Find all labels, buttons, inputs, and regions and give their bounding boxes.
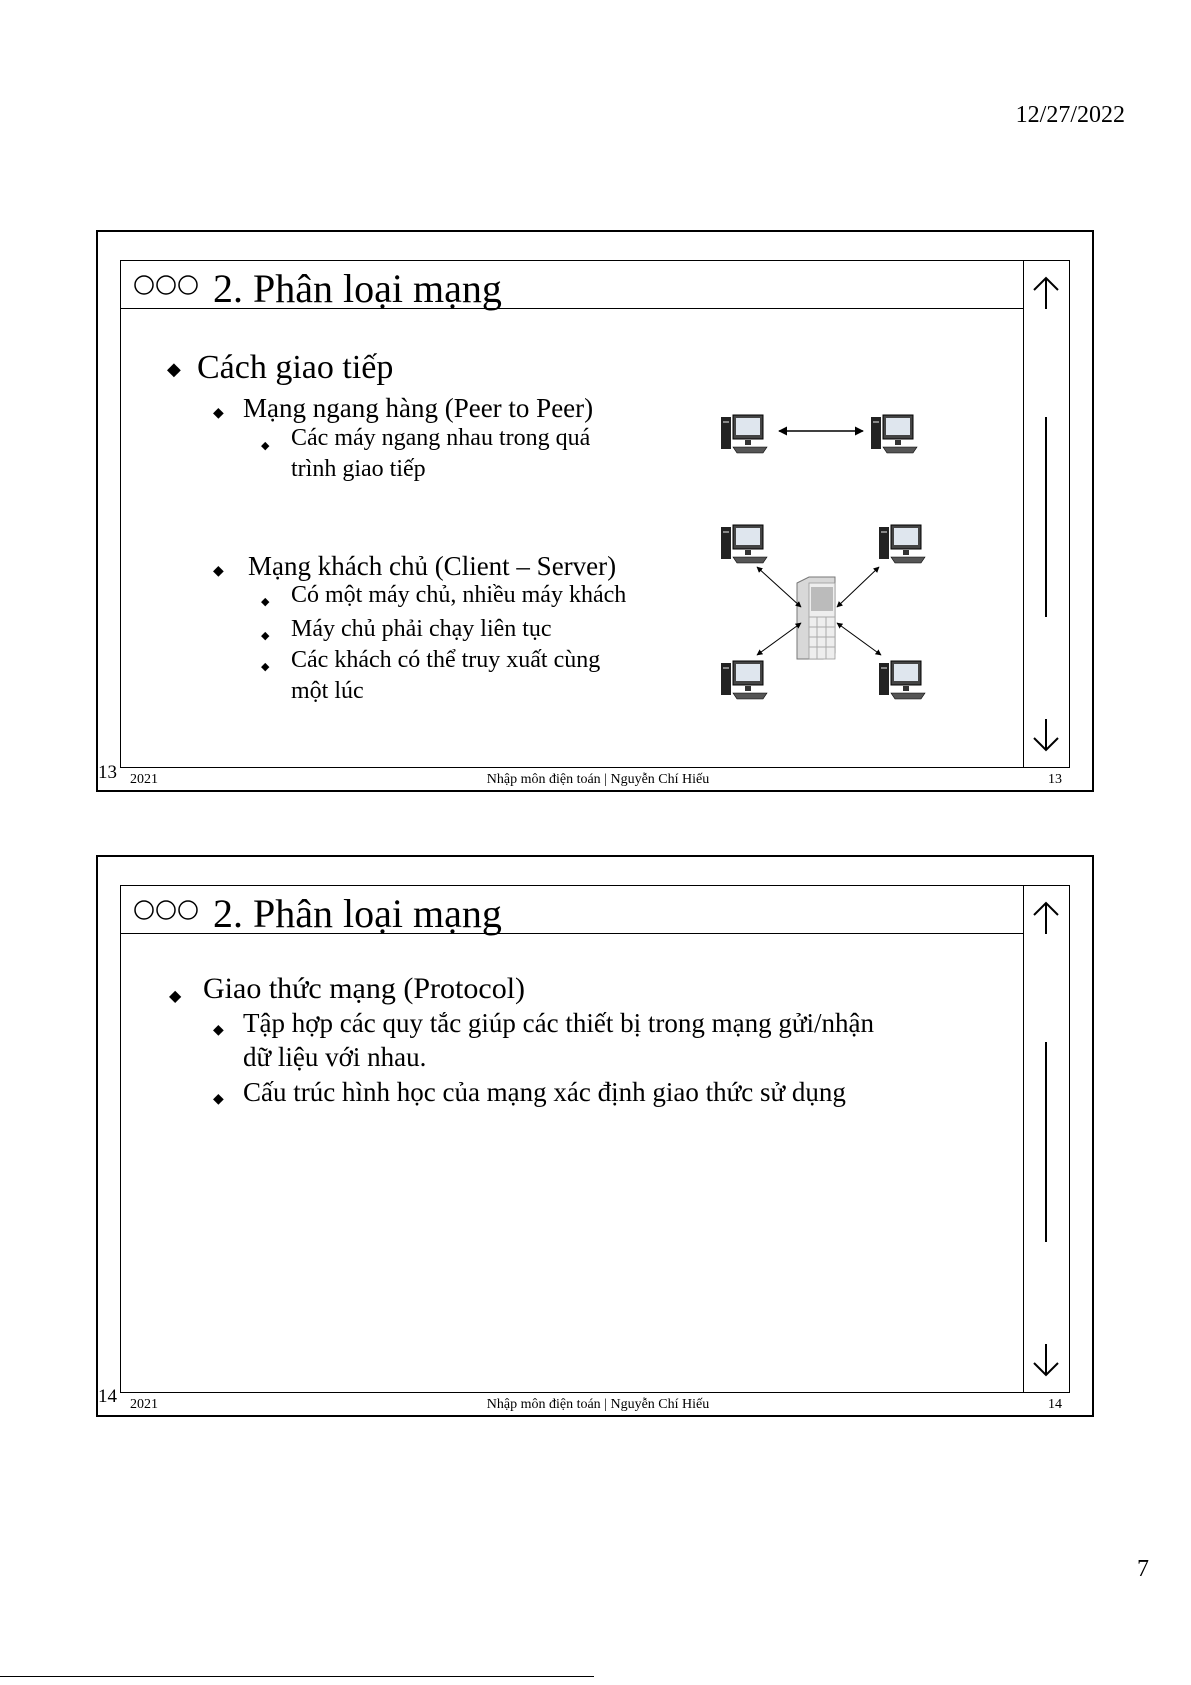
bullet-level2: Mạng ngang hàng (Peer to Peer) bbox=[243, 393, 594, 423]
title-divider bbox=[121, 933, 1023, 934]
rings-icon bbox=[133, 898, 203, 922]
diamond-bullet-icon: ◆ bbox=[213, 406, 224, 421]
bullet-level3: Có một máy chủ, nhiều máy khách bbox=[291, 582, 627, 608]
footer-course: Nhập môn điện toán | Nguyễn Chí Hiếu bbox=[486, 1397, 710, 1412]
diamond-bullet-icon: ◆ bbox=[261, 661, 270, 673]
page-date: 12/27/2022 bbox=[1015, 102, 1125, 128]
slide-title: 2. Phân loại mạng bbox=[213, 891, 502, 936]
network-diagram bbox=[721, 401, 931, 701]
client-link bbox=[757, 567, 801, 607]
server-tower-icon bbox=[797, 577, 835, 659]
page-number: 7 bbox=[1137, 1556, 1149, 1582]
down-arrow-icon[interactable] bbox=[1031, 1342, 1061, 1378]
diamond-bullet-icon: ◆ bbox=[213, 1023, 224, 1038]
bullet-level2: Cấu trúc hình học của mạng xác định giao thức sử dụng bbox=[243, 1077, 846, 1107]
client-link bbox=[837, 567, 879, 607]
diamond-bullet-icon: ◆ bbox=[213, 564, 224, 579]
bullet-level1: Cách giao tiếp bbox=[197, 349, 394, 386]
bullet-level1: Giao thức mạng (Protocol) bbox=[203, 972, 526, 1005]
diamond-bullet-icon: ◆ bbox=[261, 630, 270, 642]
desktop-computer-icon bbox=[879, 525, 925, 563]
scroll-bar[interactable] bbox=[1045, 417, 1047, 617]
up-arrow-icon[interactable] bbox=[1031, 900, 1061, 936]
slide-number-label: 13 bbox=[98, 762, 117, 783]
bullet-level3-cont: một lúc bbox=[291, 678, 364, 704]
bullet-level3: Các máy ngang nhau trong quá bbox=[291, 425, 591, 451]
desktop-computer-icon bbox=[721, 525, 767, 563]
desktop-computer-icon bbox=[871, 415, 917, 453]
slide-title: 2. Phân loại mạng bbox=[213, 266, 502, 311]
diamond-bullet-icon: ◆ bbox=[261, 440, 270, 452]
bullet-level2: Tập hợp các quy tắc giúp các thiết bị trong mạng gửi/nhận bbox=[243, 1008, 874, 1038]
client-link bbox=[837, 623, 881, 655]
scroll-bar[interactable] bbox=[1045, 1042, 1047, 1242]
bullet-level2-cont: dữ liệu với nhau. bbox=[243, 1042, 427, 1072]
client-link bbox=[757, 623, 801, 655]
footer-course: Nhập môn điện toán | Nguyễn Chí Hiếu bbox=[486, 772, 710, 787]
slide-nav bbox=[1023, 261, 1069, 767]
diamond-bullet-icon: ◆ bbox=[167, 359, 181, 379]
bullet-level3: Các khách có thể truy xuất cùng bbox=[291, 647, 601, 673]
footer-year: 2021 bbox=[130, 1397, 158, 1412]
slide-13-content bbox=[120, 260, 1070, 768]
diamond-bullet-icon: ◆ bbox=[261, 596, 270, 608]
diamond-bullet-icon: ◆ bbox=[213, 1092, 224, 1107]
footer-year: 2021 bbox=[130, 772, 158, 787]
down-arrow-icon[interactable] bbox=[1031, 717, 1061, 753]
bullet-level2: Mạng khách chủ (Client – Server) bbox=[248, 551, 617, 581]
footer-slide-number: 13 bbox=[1048, 772, 1062, 787]
footer-slide-number: 14 bbox=[1048, 1397, 1062, 1412]
desktop-computer-icon bbox=[721, 661, 767, 699]
slide-14 bbox=[96, 855, 1094, 1417]
bullet-level3-cont: trình giao tiếp bbox=[291, 456, 426, 482]
slide-nav bbox=[1023, 886, 1069, 1392]
desktop-computer-icon bbox=[721, 415, 767, 453]
title-divider bbox=[121, 308, 1023, 309]
bullet-level3: Máy chủ phải chạy liên tục bbox=[291, 616, 552, 642]
slide-number-label: 14 bbox=[98, 1386, 117, 1407]
desktop-computer-icon bbox=[879, 661, 925, 699]
diamond-bullet-icon: ◆ bbox=[169, 988, 182, 1005]
rings-icon bbox=[133, 273, 203, 297]
slide-14-content bbox=[120, 885, 1070, 1393]
page-bottom-rule bbox=[0, 1676, 594, 1677]
up-arrow-icon[interactable] bbox=[1031, 275, 1061, 311]
slide-13 bbox=[96, 230, 1094, 792]
